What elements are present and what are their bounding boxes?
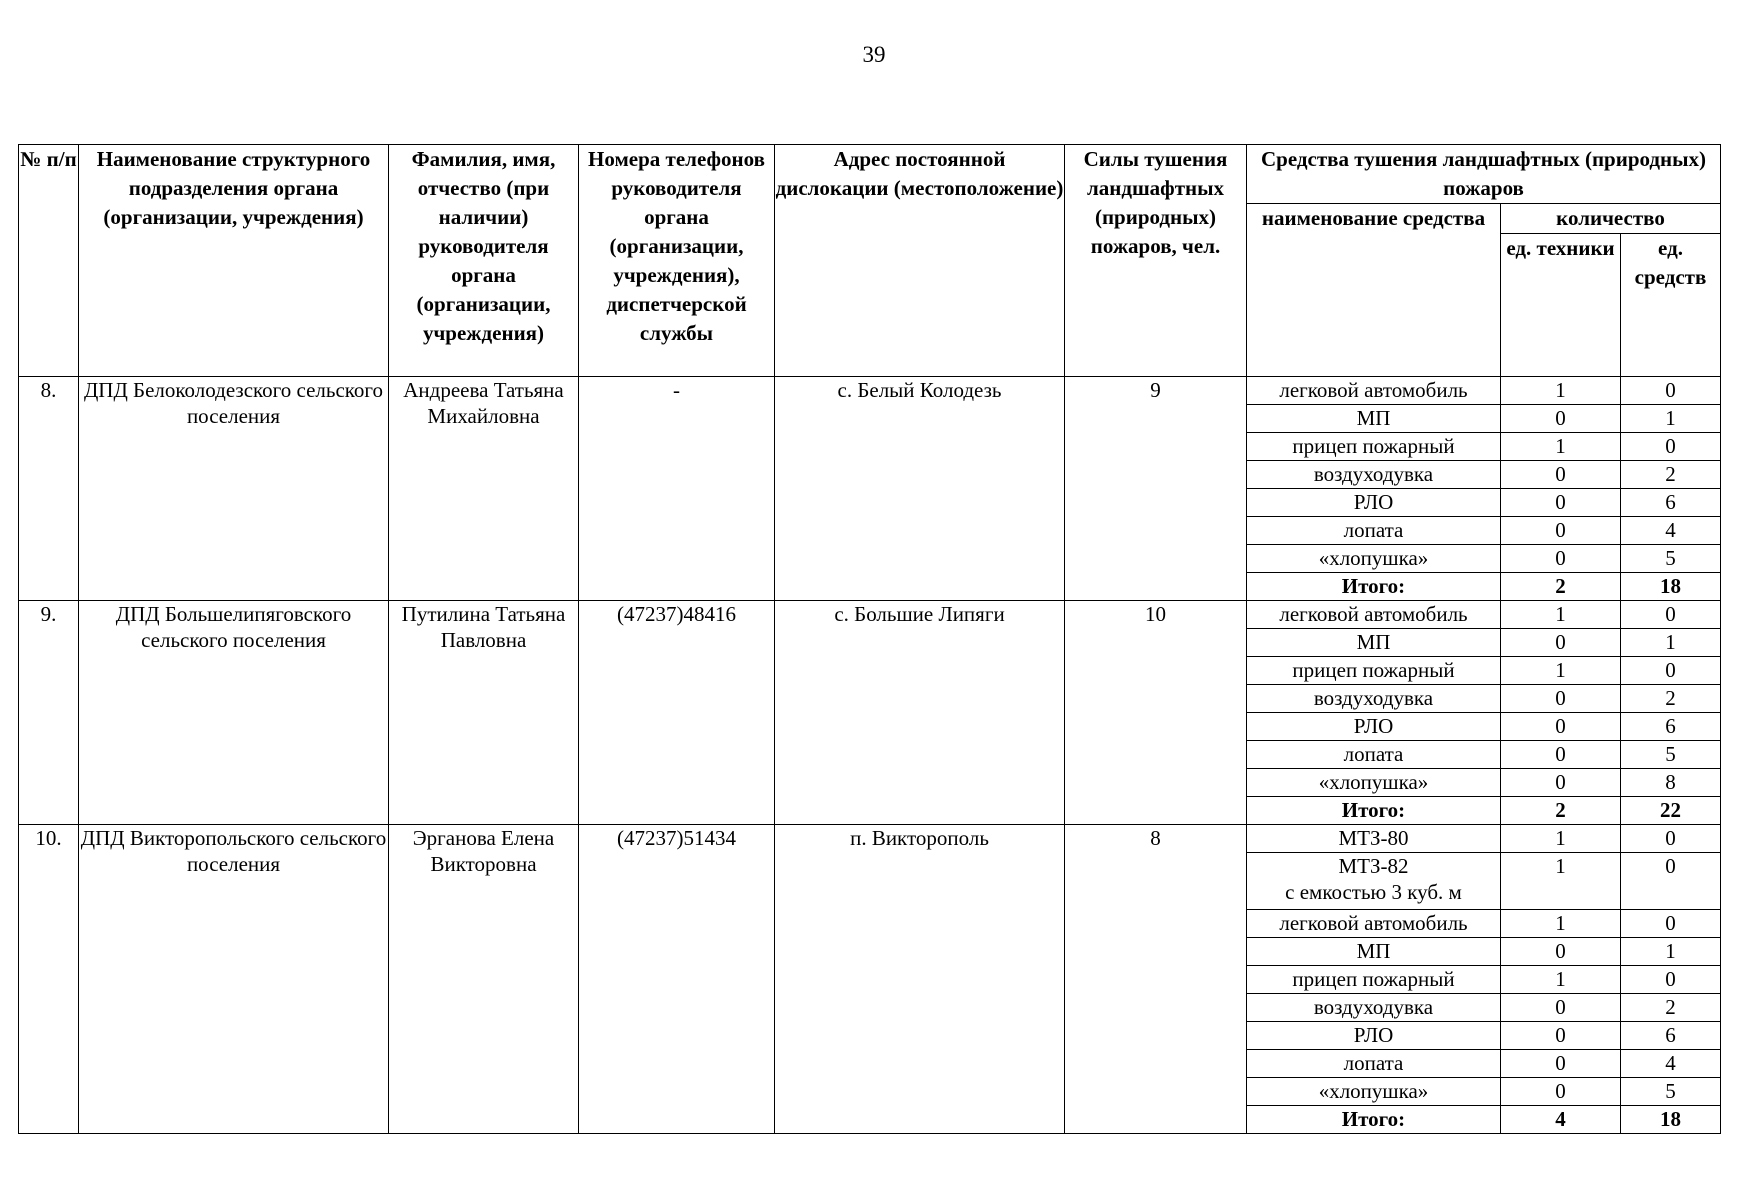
- qty-means: 0: [1621, 853, 1721, 910]
- qty-means: 5: [1621, 741, 1721, 769]
- qty-tech: 0: [1501, 1050, 1621, 1078]
- qty-tech: 0: [1501, 405, 1621, 433]
- means-note: с емкостью 3 куб. м: [1285, 880, 1462, 904]
- qty-means: 0: [1621, 601, 1721, 629]
- qty-tech: 1: [1501, 966, 1621, 994]
- qty-means: 2: [1621, 461, 1721, 489]
- header-num: № п/п: [19, 145, 79, 377]
- header-means-name: наименование средства: [1247, 204, 1501, 377]
- qty-tech: 0: [1501, 769, 1621, 797]
- means-name-text: лопата: [1343, 518, 1404, 542]
- header-qty-tech: ед. техники: [1501, 234, 1621, 377]
- means-name-text: РЛО: [1353, 714, 1394, 738]
- total-tech: 4: [1501, 1106, 1621, 1134]
- total-means: 18: [1621, 573, 1721, 601]
- phone-number: (47237)51434: [579, 825, 775, 1134]
- means-name-text: «хлопушка»: [1318, 770, 1429, 794]
- unit-name: ДПД Викторопольского сельского поселения: [79, 825, 389, 1134]
- means-name: [1247, 629, 1501, 657]
- header-quantity: количество: [1501, 204, 1721, 234]
- means-name-text: МП: [1356, 630, 1391, 654]
- header-forces: Силы тушения ландшафтных (природных) пожаров, чел.: [1065, 145, 1247, 377]
- means-name-text: МП: [1356, 939, 1391, 963]
- means-name: [1247, 741, 1501, 769]
- qty-tech: 1: [1501, 853, 1621, 910]
- means-name: [1247, 545, 1501, 573]
- table-row: [19, 377, 1721, 405]
- qty-means: 0: [1621, 657, 1721, 685]
- qty-means: 1: [1621, 938, 1721, 966]
- means-name-text: МТЗ-82: [1338, 854, 1409, 878]
- total-tech: 2: [1501, 797, 1621, 825]
- header-head: Фамилия, имя, отчество (при наличии) руководителя органа (организации, учреждения): [389, 145, 579, 377]
- fire-resources-table: [18, 144, 1721, 1134]
- row-number: 10.: [19, 825, 79, 1134]
- means-name: [1247, 966, 1501, 994]
- address: с. Белый Колодезь: [775, 377, 1065, 601]
- qty-means: 5: [1621, 1078, 1721, 1106]
- qty-tech: 1: [1501, 825, 1621, 853]
- means-name: [1247, 910, 1501, 938]
- means-name-text: Итого:: [1341, 1107, 1406, 1131]
- means-name: [1247, 825, 1501, 853]
- qty-tech: 1: [1501, 910, 1621, 938]
- qty-tech: 1: [1501, 657, 1621, 685]
- means-name-text: легковой автомобиль: [1279, 602, 1468, 626]
- table-header: [19, 145, 1721, 377]
- unit-name: ДПД Белоколодезского сельского поселения: [79, 377, 389, 601]
- table-row: [19, 601, 1721, 629]
- qty-tech: 0: [1501, 629, 1621, 657]
- qty-means: 0: [1621, 433, 1721, 461]
- table-body: [19, 377, 1721, 1134]
- qty-means: 0: [1621, 825, 1721, 853]
- qty-means: 4: [1621, 1050, 1721, 1078]
- means-name: [1247, 713, 1501, 741]
- qty-tech: 0: [1501, 1078, 1621, 1106]
- qty-means: 6: [1621, 1022, 1721, 1050]
- qty-means: 2: [1621, 685, 1721, 713]
- qty-means: 0: [1621, 910, 1721, 938]
- means-name: [1247, 853, 1501, 910]
- forces-count: 10: [1065, 601, 1247, 825]
- means-name: [1247, 461, 1501, 489]
- total-tech: 2: [1501, 573, 1621, 601]
- qty-tech: 0: [1501, 713, 1621, 741]
- address: с. Большие Липяги: [775, 601, 1065, 825]
- header-qty-means: ед. средств: [1621, 234, 1721, 377]
- means-name-text: прицеп пожарный: [1292, 967, 1455, 991]
- qty-means: 8: [1621, 769, 1721, 797]
- qty-tech: 0: [1501, 685, 1621, 713]
- means-name: [1247, 769, 1501, 797]
- row-number: 8.: [19, 377, 79, 601]
- qty-means: 0: [1621, 966, 1721, 994]
- qty-tech: 0: [1501, 517, 1621, 545]
- means-name-text: легковой автомобиль: [1279, 378, 1468, 402]
- forces-count: 8: [1065, 825, 1247, 1134]
- means-name: [1247, 685, 1501, 713]
- means-name-text: прицеп пожарный: [1292, 658, 1455, 682]
- unit-name: ДПД Большелипяговского сельского поселения: [79, 601, 389, 825]
- means-name-text: РЛО: [1353, 1023, 1394, 1047]
- qty-tech: 0: [1501, 461, 1621, 489]
- head-name: Эрганова Елена Викторовна: [389, 825, 579, 1134]
- means-name-text: воздуходувка: [1313, 995, 1434, 1019]
- qty-means: 6: [1621, 489, 1721, 517]
- means-name: [1247, 1050, 1501, 1078]
- means-name: [1247, 1022, 1501, 1050]
- total-label: [1247, 573, 1501, 601]
- qty-means: 0: [1621, 377, 1721, 405]
- header-means: Средства тушения ландшафтных (природных) пожаров: [1247, 145, 1721, 204]
- means-name: [1247, 601, 1501, 629]
- means-name: [1247, 1078, 1501, 1106]
- means-name-text: прицеп пожарный: [1292, 434, 1455, 458]
- qty-tech: 0: [1501, 1022, 1621, 1050]
- means-name-text: воздуходувка: [1313, 462, 1434, 486]
- address: п. Викторополь: [775, 825, 1065, 1134]
- total-label: [1247, 1106, 1501, 1134]
- qty-tech: 1: [1501, 377, 1621, 405]
- means-name-text: лопата: [1343, 742, 1404, 766]
- means-name: [1247, 994, 1501, 1022]
- head-name: Путилина Татьяна Павловна: [389, 601, 579, 825]
- means-name-text: «хлопушка»: [1318, 1079, 1429, 1103]
- header-address: Адрес постоянной дислокации (местоположение): [775, 145, 1065, 377]
- qty-means: 1: [1621, 629, 1721, 657]
- qty-tech: 0: [1501, 994, 1621, 1022]
- head-name: Андреева Татьяна Михайловна: [389, 377, 579, 601]
- qty-means: 4: [1621, 517, 1721, 545]
- means-name-text: Итого:: [1341, 798, 1406, 822]
- phone-number: -: [579, 377, 775, 601]
- row-number: 9.: [19, 601, 79, 825]
- means-name-text: Итого:: [1341, 574, 1406, 598]
- means-name: [1247, 405, 1501, 433]
- qty-means: 2: [1621, 994, 1721, 1022]
- means-name: [1247, 377, 1501, 405]
- means-name-text: воздуходувка: [1313, 686, 1434, 710]
- phone-number: (47237)48416: [579, 601, 775, 825]
- header-unit: Наименование структурного подразделения органа (организации, учреждения): [79, 145, 389, 377]
- total-means: 22: [1621, 797, 1721, 825]
- means-name-text: МТЗ-80: [1338, 826, 1409, 850]
- qty-means: 6: [1621, 713, 1721, 741]
- means-name: [1247, 938, 1501, 966]
- qty-tech: 1: [1501, 601, 1621, 629]
- qty-tech: 0: [1501, 545, 1621, 573]
- means-name-text: лопата: [1343, 1051, 1404, 1075]
- means-name-text: МП: [1356, 406, 1391, 430]
- page-number: 39: [862, 42, 886, 67]
- means-name-text: легковой автомобиль: [1279, 911, 1468, 935]
- qty-tech: 1: [1501, 433, 1621, 461]
- qty-tech: 0: [1501, 938, 1621, 966]
- means-name-text: «хлопушка»: [1318, 546, 1429, 570]
- qty-tech: 0: [1501, 489, 1621, 517]
- qty-tech: 0: [1501, 741, 1621, 769]
- means-name: [1247, 433, 1501, 461]
- forces-count: 9: [1065, 377, 1247, 601]
- total-label: [1247, 797, 1501, 825]
- means-name: [1247, 489, 1501, 517]
- means-name-text: РЛО: [1353, 490, 1394, 514]
- means-name: [1247, 517, 1501, 545]
- header-phones: Номера телефонов руководителя органа (организации, учреждения), диспетчерской службы: [579, 145, 775, 377]
- table-row: [19, 825, 1721, 853]
- means-name: [1247, 657, 1501, 685]
- qty-means: 5: [1621, 545, 1721, 573]
- qty-means: 1: [1621, 405, 1721, 433]
- total-means: 18: [1621, 1106, 1721, 1134]
